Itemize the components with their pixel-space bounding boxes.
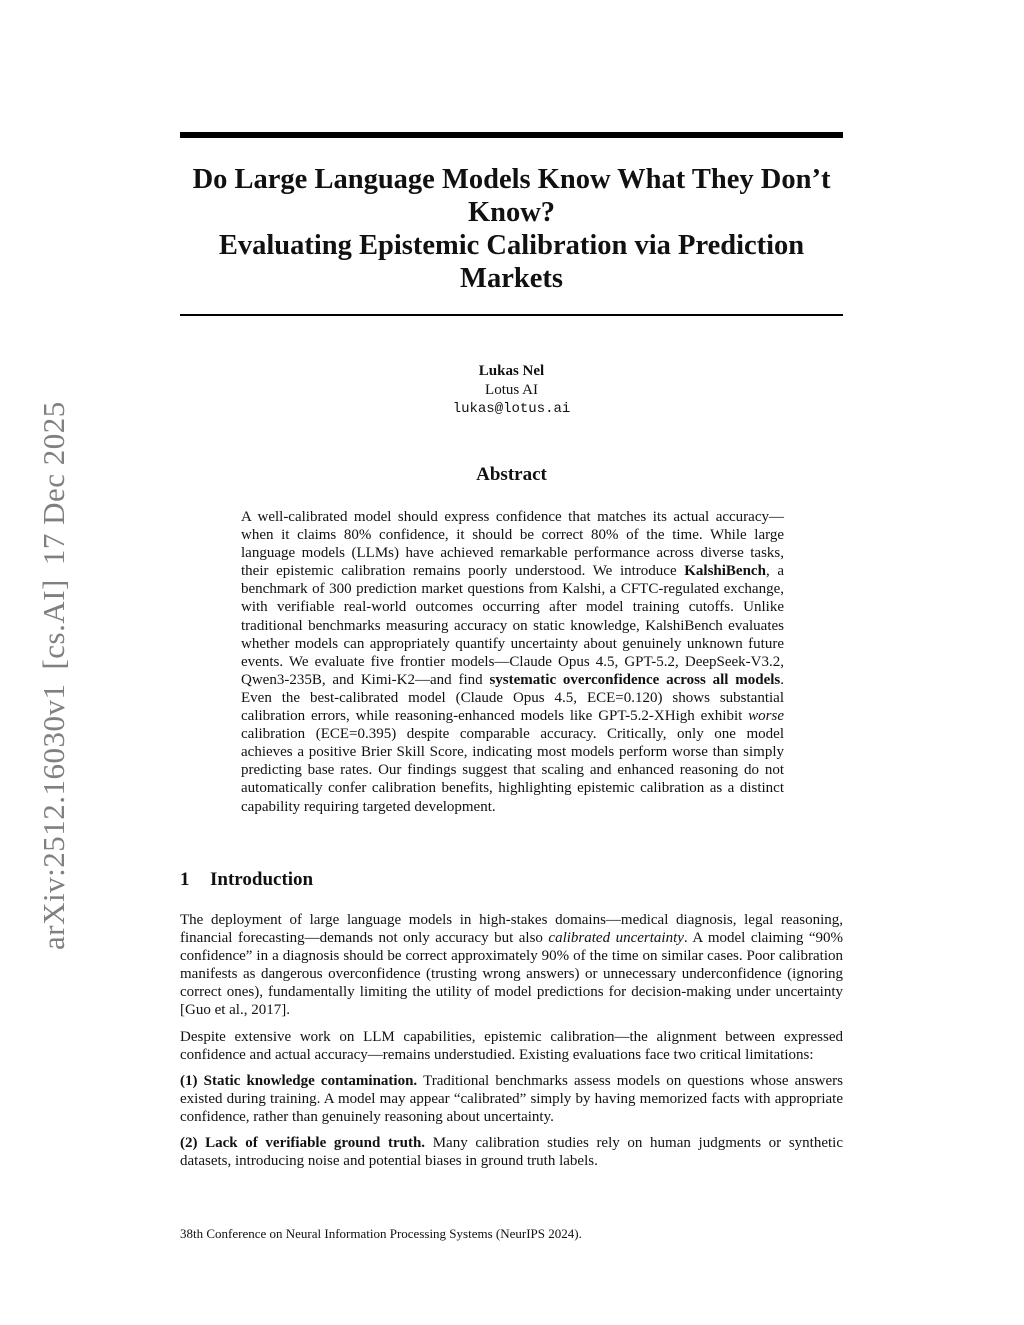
intro-paragraph-1 [180, 911, 843, 1020]
title-line-1: Do Large Language Models Know What They Don’t [192, 164, 831, 195]
abstract-body [241, 508, 784, 816]
intro-paragraph-4 [180, 1134, 843, 1170]
author-name: Lukas Nel [478, 363, 545, 379]
author-email: lukas@lotus.ai [452, 401, 571, 417]
section-number: 1 [180, 869, 190, 890]
title-bottom-rule [180, 314, 843, 316]
author-affiliation: Lotus AI [485, 382, 538, 398]
abstract-text-2: , a benchmark of 300 prediction market questions from Kalshi, a CFTC-regulated exchange, with verifiable real-world outcomes occurring after model training cutoffs. Unlike traditional benchmarks measuring accuracy on static knowledge, KalshiBench evaluates whether models can appropriately quantify uncertainty about genuinely unknown future events. We evaluate five frontier models—Claude Opus 4.5, GPT-5.2, DeepSeek-V3.2, Qwen3-235B, and Kimi-K2—and find [241, 563, 784, 688]
conference-footnote: 38th Conference on Neural Information Processing Systems (NeurIPS 2024). [180, 1226, 582, 1241]
section-title: Introduction [210, 869, 314, 890]
abstract-text-3: . Even the best-calibrated model (Claude Opus 4.5, ECE=0.120) shows substantial calibration errors, while reasoning-enhanced models like GPT-5.2-XHigh exhibit [241, 671, 784, 725]
arxiv-date: 17 Dec 2025 [36, 401, 71, 566]
intro-p1-text-a: The deployment of large language models in high-stakes domains—medical diagnosis, legal reasoning, financial forecasting—demands not only accuracy but also [180, 912, 843, 947]
introduction-body [180, 911, 843, 1178]
limitation-1-heading: (1) Static knowledge contamination. [180, 1072, 418, 1089]
abstract-heading: Abstract [476, 464, 547, 485]
abstract-benchmark-name: KalshiBench [684, 563, 766, 580]
title-line-2: Know? [467, 197, 556, 228]
intro-p1-emphasis: calibrated uncertainty [548, 930, 684, 947]
paper-title [180, 163, 843, 295]
intro-p1-text-b: . A model claiming “90% confidence” in a diagnosis should be correct approximately 90% of the time on similar cases. Poor calibration manifests as dangerous overconfidence (trusting wrong answers) or unnecessary underconfidence (ignoring correct ones), fundamentally limiting the utility of model predictions for decision-making under uncertainty [Guo et al., 2017]. [180, 930, 843, 1019]
intro-paragraph-3 [180, 1072, 843, 1126]
section-heading-introduction [180, 869, 313, 891]
abstract-key-finding: systematic overconfidence across all models [489, 671, 781, 688]
abstract-emphasis: worse [748, 708, 784, 725]
title-top-rule [180, 132, 843, 138]
limitation-1-text: Traditional benchmarks assess models on questions whose answers existed during training. A model may appear “calibrated” simply by having memorized facts with appropriate confidence, rather than genuinely reasoning about uncertainty. [180, 1072, 843, 1125]
abstract-text-4: calibration (ECE=0.395) despite comparable accuracy. Critically, only one model achieves a positive Brier Skill Score, indicating most models perform worse than simply predicting base rates. Our findings suggest that scaling and enhanced reasoning do not automatically confer calibration benefits, highlighting epistemic calibration as a distinct capability requiring targeted development. [241, 726, 784, 815]
intro-paragraph-2: Despite extensive work on LLM capabilities, epistemic calibration—the alignment between expressed confidence and actual accuracy—remains understudied. Existing evaluations face two critical limitations: [180, 1028, 843, 1063]
author-block [180, 362, 843, 419]
arxiv-category: [cs.AI] [36, 579, 71, 670]
title-line-3: Evaluating Epistemic Calibration via Prediction [218, 230, 805, 261]
arxiv-id: arXiv:2512.16030v1 [36, 683, 71, 950]
limitation-2-text: Many calibration studies rely on human judgments or synthetic datasets, introducing noise and potential biases in ground truth labels. [180, 1135, 843, 1170]
limitation-2-heading: (2) Lack of verifiable ground truth. [180, 1135, 426, 1152]
title-line-4: Markets [460, 263, 563, 294]
abstract-text-1: A well-calibrated model should express confidence that matches its actual accuracy—when it claims 80% confidence, it should be correct 80% of the time. While large language models (LLMs) have achieved remarkable performance across diverse tasks, their epistemic calibration remains poorly understood. We introduce [241, 509, 784, 580]
arxiv-sidebar-stamp [36, 401, 72, 950]
